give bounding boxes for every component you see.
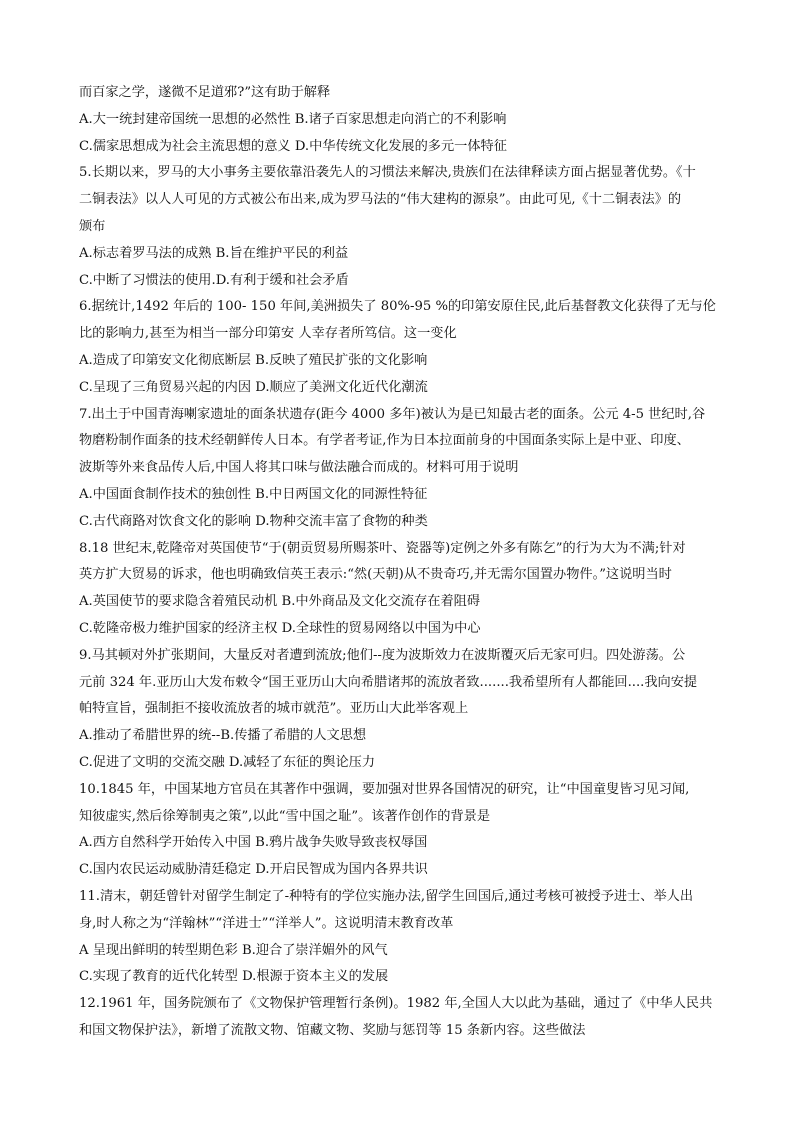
option-line: A.大一统封建帝国统一思想的必然性 B.诸子百家思想走向消亡的不利影响 (79, 111, 507, 127)
option-line: A 呈现出鲜明的转型期色彩 B.迎合了崇洋媚外的风气 (79, 942, 388, 958)
option-line: A.中国面食制作技术的独创性 B.中日两国文化的同源性特征 (79, 486, 428, 502)
text-line: 颁布 (79, 218, 106, 234)
option-line: A.标志着罗马法的成熟 B.旨在维护平民的利益 (79, 245, 349, 261)
option-line: C.呈现了三角贸易兴起的内因 D.顺应了美洲文化近代化潮流 (79, 379, 428, 395)
question-6-line: 6.据统计,1492 年后的 100- 150 年间,美洲损失了 80%-95 %的印第安原住民,此后基督教文化获得了无与伦 (79, 299, 716, 315)
text-line: 物磨粉制作面条的技术经朝鲜传人日本。有学者考证,作为日本拉面前身的中国面条实际上是中亚、印度、 (79, 433, 690, 449)
option-line: C.促进了文明的交流交融 D.减轻了东征的舆论压力 (79, 754, 376, 770)
text-line: 身,时人称之为“洋翰林”“洋进士”“洋举人”。这说明清末教育改革 (79, 915, 454, 931)
option-line: C.国内农民运动威胁清廷稳定 D.开启民智成为国内各界共识 (79, 862, 428, 878)
question-7-line: 7.出土于中国青海喇家遗址的面条状遗存(距今 4000 多年)被认为是已知最古老的面条。公元 4-5 世纪时,谷 (79, 406, 706, 422)
text-line: 知彼虚实,然后徐筹制夷之策”,以此“雪中国之耻”。该著作创作的背景是 (79, 808, 491, 824)
question-11-line: 11.清末，朝廷曾针对留学生制定了-种特有的学位实施办法,留学生回国后,通过考核可被授予进士、举人出 (79, 888, 694, 904)
text-line: 元前 324 年.亚历山大发布敕令“国王亚历山大向希腊诸邦的流放者致.......我希望所有人都能回....我向安提 (79, 674, 698, 690)
option-line: C.乾隆帝极力维护国家的经济主权 D.全球性的贸易网络以中国为中心 (79, 620, 481, 636)
option-line: C.古代商路对饮食文化的影响 D.物种交流丰富了食物的种类 (79, 513, 428, 529)
text-line: 二铜表法》以人人可见的方式被公布出来,成为罗马法的“伟大建构的源泉”。由此可见,《十二铜表法》的 (79, 192, 682, 208)
text-line: 英方扩大贸易的诉求，他也明确致信英王表示:“然(天朝)从不贵奇巧,并无需尔国置办物件。”这说明当时 (79, 567, 672, 583)
text-line: 帕特宣旨，强制拒不接收流放者的城市就范”。亚历山大此举客观上 (79, 701, 469, 717)
option-line: A.推动了希腊世界的统--B.传播了希腊的人文思想 (79, 728, 367, 744)
question-12-line: 12.1961 年，国务院颁布了《文物保护管理暂行条例)。1982 年,全国人大以此为基础，通过了《中华人民共 (79, 996, 713, 1012)
text-line: 而百家之学，遂微不足道邪?”这有助于解释 (79, 85, 331, 100)
option-line: A.造成了印第安文化彻底断层 B.反映了殖民扩张的文化影响 (79, 352, 428, 368)
text-line: 波斯等外来食品传人后,中国人将其口味与做法融合而成的。材料可用于说明 (79, 460, 519, 476)
option-line: C.实现了教育的近代化转型 D.根源于资本主义的发展 (79, 969, 389, 985)
question-5-line: 5.长期以来，罗马的大小事务主要依靠沿袭先人的习惯法来解决,贵族们在法律释读方面占据显著优势。《十 (79, 165, 696, 181)
text-line: 比的影响力,甚至为相当一部分印第安 人幸存者所笃信。这一变化 (79, 326, 457, 342)
question-8-line: 8.18 世纪末,乾隆帝对英国使节“于(朝贡贸易所赐茶叶、瓷器等)定例之外多有陈乞”的行为大为不满;针对 (79, 540, 686, 556)
option-line: A.英国使节的要求隐含着殖民动机 B.中外商品及文化交流存在着阻碍 (79, 594, 481, 610)
option-line: C.中断了习惯法的使用.D.有利于缓和社会矛盾 (79, 272, 349, 288)
option-line: C.儒家思想成为社会主流思想的意义 D.中华传统文化发展的多元一体特征 (79, 138, 507, 154)
option-line: A.西方自然科学开始传入中国 B.鸦片战争失败导致丧权辱国 (79, 835, 428, 851)
question-9-line: 9.马其顿对外扩张期间，大量反对者遭到流放;他们--度为波斯效力在波斯覆灭后无家可归。四处游荡。公 (79, 647, 686, 663)
text-line: 和国文物保护法》，新增了流散文物、馆藏文物、奖励与惩罚等 15 条新内容。这些做法 (79, 1022, 586, 1038)
question-10-line: 10.1845 年，中国某地方官员在其著作中强调，要加强对世界各国情况的研究，让“中国童叟皆习见习闻, (79, 781, 690, 797)
